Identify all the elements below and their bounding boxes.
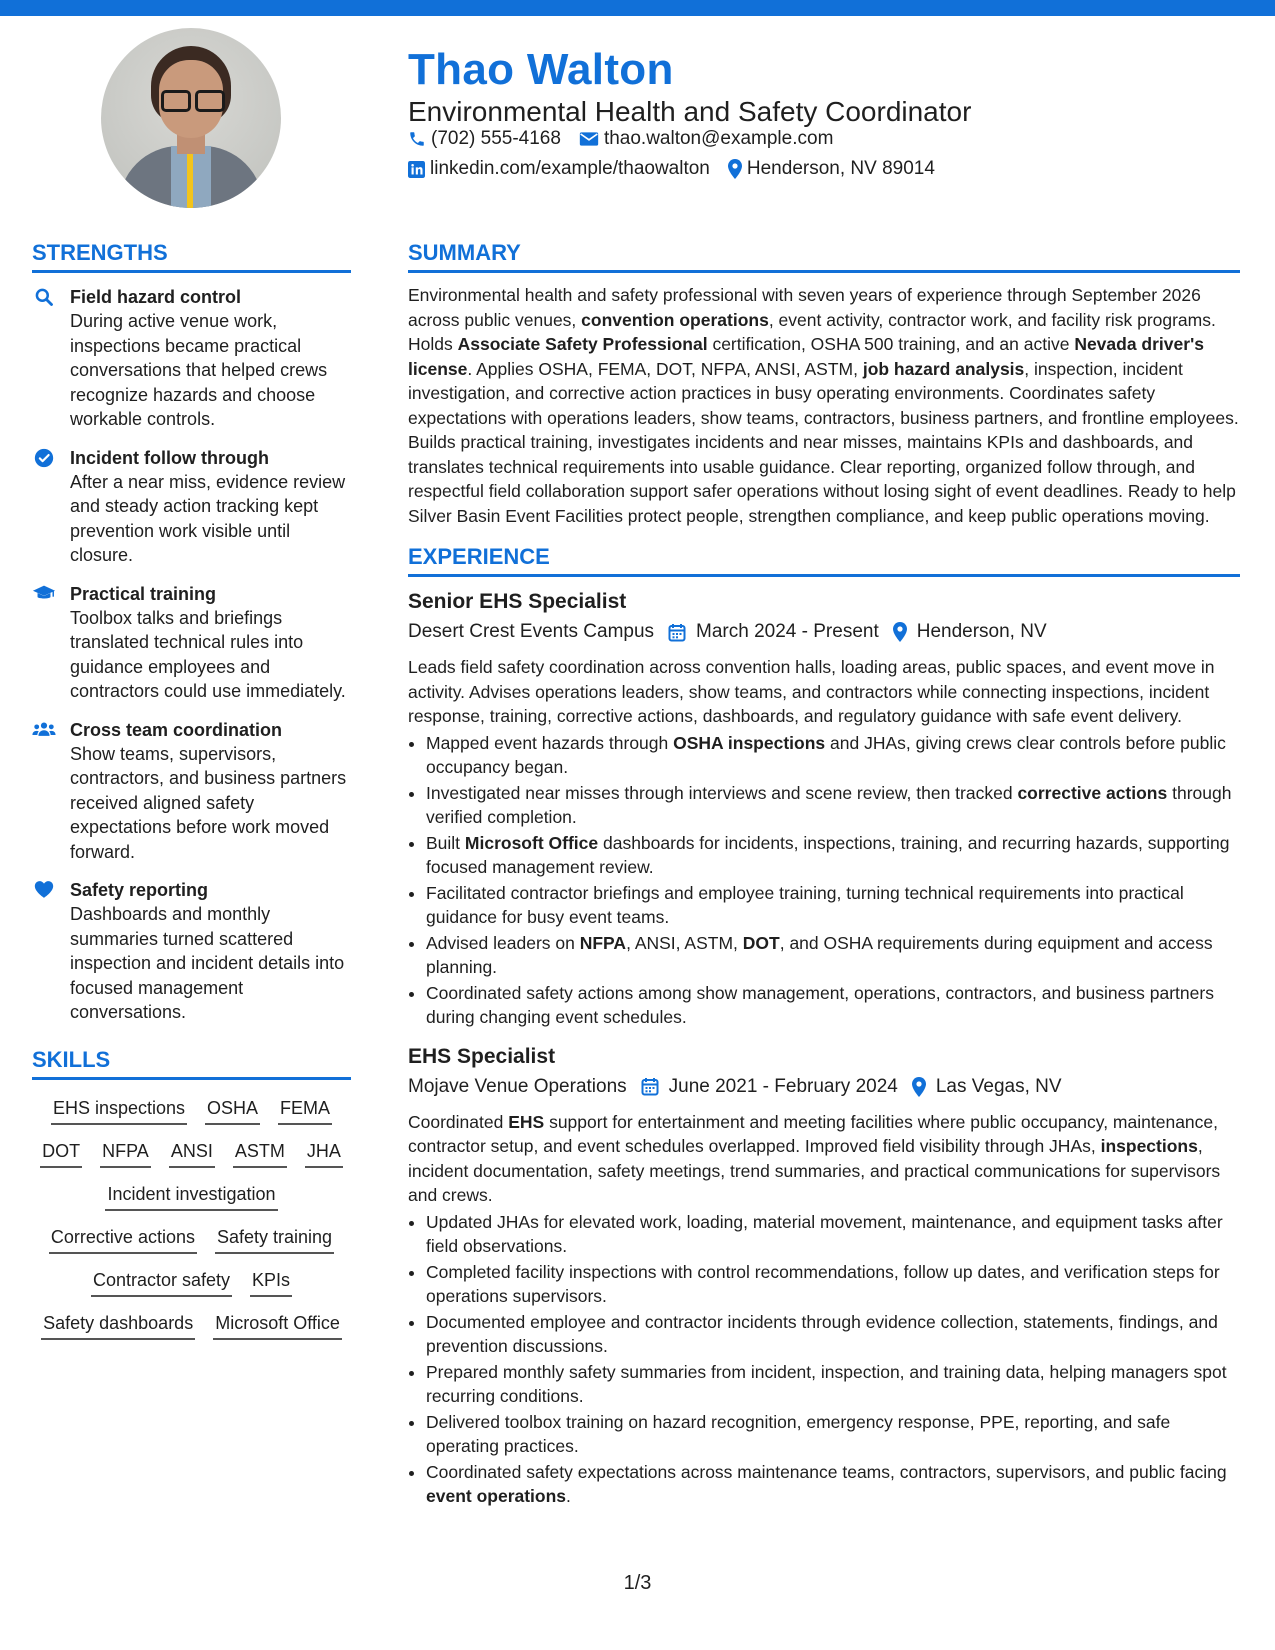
skill-tag: Safety training <box>215 1225 334 1254</box>
skill-tag: KPIs <box>250 1268 292 1297</box>
users-icon <box>32 720 56 742</box>
phone-item[interactable] <box>408 128 561 150</box>
skill-tag: Contractor safety <box>91 1268 232 1297</box>
linkedin-icon <box>408 161 425 178</box>
linkedin-item[interactable] <box>408 158 710 180</box>
strength-desc: During active venue work, inspections became practical conversations that helped crews recognize hazards and choose workable controls. <box>70 311 328 429</box>
strength-item <box>32 446 351 568</box>
job-meta <box>408 1072 1240 1102</box>
skill-tag: FEMA <box>278 1096 332 1125</box>
job-bullets <box>408 731 1240 1030</box>
strength-item <box>32 285 351 432</box>
bullet-item: • Prepared monthly safety summaries from incident, inspection, and training data, helping managers spot recurring conditions. <box>426 1360 1240 1409</box>
bullet-item: • Coordinated safety expectations across maintenance teams, contractors, supervisors, and public facing event operations. <box>426 1460 1240 1509</box>
map-pin-icon <box>912 1077 926 1097</box>
job-dates: June 2021 - February 2024 <box>641 1072 898 1102</box>
calendar-icon <box>668 623 686 642</box>
bullet-item: • Documented employee and contractor incidents through evidence collection, statements, findings, and prevention discussions. <box>426 1310 1240 1359</box>
strength-title: Safety reporting <box>70 880 209 900</box>
map-pin-icon <box>893 622 907 642</box>
strength-desc: After a near miss, evidence review and steady action tracking kept prevention work visible until closure. <box>70 471 346 565</box>
job-entry <box>408 1042 1240 1509</box>
bullet-item: • Facilitated contractor briefings and employee training, turning technical requirements into practical guidance for busy event teams. <box>426 881 1240 930</box>
experience-heading: EXPERIENCE <box>408 544 1240 577</box>
candidate-name: Thao Walton <box>408 45 674 94</box>
job-title: EHS Specialist <box>408 1044 556 1068</box>
job-description: Leads field safety coordination across convention halls, loading areas, public spaces, and event move in activity. Advises operations leaders, show teams, and contractors while connecting inspections, incident response, training, corrective actions, dashboards, and regulatory guidance with safe event delivery. <box>408 657 1215 726</box>
email-item[interactable] <box>579 128 833 150</box>
job-description: Coordinated EHS support for entertainment and meeting facilities where public occupancy, maintenance, contractor setup, and event schedules overlapped. Improved field visibility through JHAs, inspections, incident documentation, safety meetings, trend summaries, and practical communications for supervisors and crews. <box>408 1111 1221 1205</box>
bullet-item: • Built Microsoft Office dashboards for incidents, inspections, training, and recurring hazards, supporting focused management review. <box>426 831 1240 880</box>
bullet-item: • Completed facility inspections with control recommendations, follow up dates, and verification steps for operations supervisors. <box>426 1260 1240 1309</box>
strengths-heading: STRENGTHS <box>32 240 351 273</box>
strength-desc: Dashboards and monthly summaries turned scattered inspection and incident details into focused management conversations. <box>70 904 345 1022</box>
bullet-item: • Investigated near misses through interviews and scene review, then tracked corrective actions through verified completion. <box>426 781 1240 830</box>
phone-icon <box>408 130 426 148</box>
strength-title: Practical training <box>70 583 217 604</box>
email-text: thao.walton@example.com <box>603 128 834 149</box>
job-entry <box>408 587 1240 1030</box>
job-location: Henderson, NV <box>893 617 1047 647</box>
skill-tag: NFPA <box>100 1139 151 1168</box>
contact-row-1 <box>408 126 851 152</box>
strength-title: Field hazard control <box>70 287 242 307</box>
calendar-icon <box>641 1077 659 1096</box>
candidate-title: Environmental Health and Safety Coordinator <box>408 96 972 127</box>
skill-tag: Incident investigation <box>105 1182 277 1211</box>
skills-list <box>32 1096 351 1340</box>
strength-desc: Toolbox talks and briefings translated technical rules into guidance employees and contractors could use immediately. <box>70 607 346 701</box>
top-accent-bar <box>0 0 1275 16</box>
linkedin-text: linkedin.com/example/thaowalton <box>430 158 710 179</box>
bullet-item: • Coordinated safety actions among show management, operations, contractors, and business partners during changing event schedules. <box>426 981 1240 1030</box>
strength-desc: Show teams, supervisors, contractors, and business partners received aligned safety expectations before work moved forward. <box>70 743 347 862</box>
strength-item <box>32 582 351 704</box>
right-column <box>408 240 1240 1510</box>
company-name: Desert Crest Events Campus <box>408 621 655 642</box>
skill-tag: Corrective actions <box>49 1225 197 1254</box>
company-name: Mojave Venue Operations <box>408 1075 627 1097</box>
map-pin-icon <box>728 159 742 179</box>
envelope-icon <box>579 131 599 147</box>
summary-text: Environmental health and safety professional with seven years of experience through September 2026 across public venues, convention operations, event activity, contractor work, and facility risk programs. Holds Associate Safety Professional certification, OSHA 500 training, and an active Nevada driver's license. Applies OSHA, FEMA, DOT, NFPA, ANSI, ASTM, job hazard analysis, inspection, incident investigation, and corrective action practices in busy operating environments. Coordinates safety expectations with operations leaders, show teams, contractors, business partners, and frontline employees. Builds practical training, investigates incidents and near misses, maintains KPIs and dashboards, and translates technical requirements into usable guidance. Clear reporting, organized follow through, and respectful field collaboration support safer operations without losing sight of event deadlines. Ready to help Silver Basin Event Facilities protect people, strengthen compliance, and keep public operations moving. <box>408 285 1239 526</box>
bullet-item: • Advised leaders on NFPA, ANSI, ASTM, DOT, and OSHA requirements during equipment and access planning. <box>426 931 1240 980</box>
left-column <box>32 240 351 1340</box>
bullet-item: • Delivered toolbox training on hazard recognition, emergency response, PPE, reporting, and safe operating practices. <box>426 1410 1240 1459</box>
heart-icon <box>32 880 56 902</box>
job-meta <box>408 617 1240 647</box>
skill-tag: JHA <box>305 1139 343 1168</box>
check-circle-icon <box>32 448 56 470</box>
contact-row-2 <box>408 156 953 182</box>
skill-tag: ASTM <box>233 1139 287 1168</box>
skill-tag: ANSI <box>169 1139 215 1168</box>
strength-title: Incident follow through <box>70 447 269 468</box>
job-title: Senior EHS Specialist <box>408 590 627 613</box>
skills-heading: SKILLS <box>32 1047 351 1080</box>
skill-tag: Safety dashboards <box>41 1311 195 1340</box>
summary-heading: SUMMARY <box>408 240 1240 273</box>
location-text: Henderson, NV 89014 <box>746 158 935 179</box>
bullet-item: • Updated JHAs for elevated work, loading, material movement, maintenance, and equipment tasks after field observations. <box>426 1210 1240 1259</box>
skill-tag: OSHA <box>205 1096 260 1125</box>
job-dates: March 2024 - Present <box>668 617 879 647</box>
profile-photo <box>101 28 281 208</box>
strength-title: Cross team coordination <box>70 719 283 740</box>
job-bullets <box>408 1210 1240 1509</box>
page-indicator: 1/3 <box>623 1572 652 1594</box>
skill-tag: DOT <box>40 1139 82 1168</box>
phone-text: (702) 555-4168 <box>431 128 561 149</box>
location-item <box>728 158 935 180</box>
strength-item <box>32 718 351 865</box>
skill-tag: Microsoft Office <box>213 1311 342 1340</box>
graduation-cap-icon <box>32 584 56 606</box>
bullet-item: • Mapped event hazards through OSHA inspections and JHAs, giving crews clear controls before public occupancy began. <box>426 731 1240 780</box>
skill-tag: EHS inspections <box>51 1096 187 1125</box>
search-icon <box>32 287 56 309</box>
strength-item <box>32 878 351 1025</box>
job-location: Las Vegas, NV <box>912 1072 1062 1102</box>
